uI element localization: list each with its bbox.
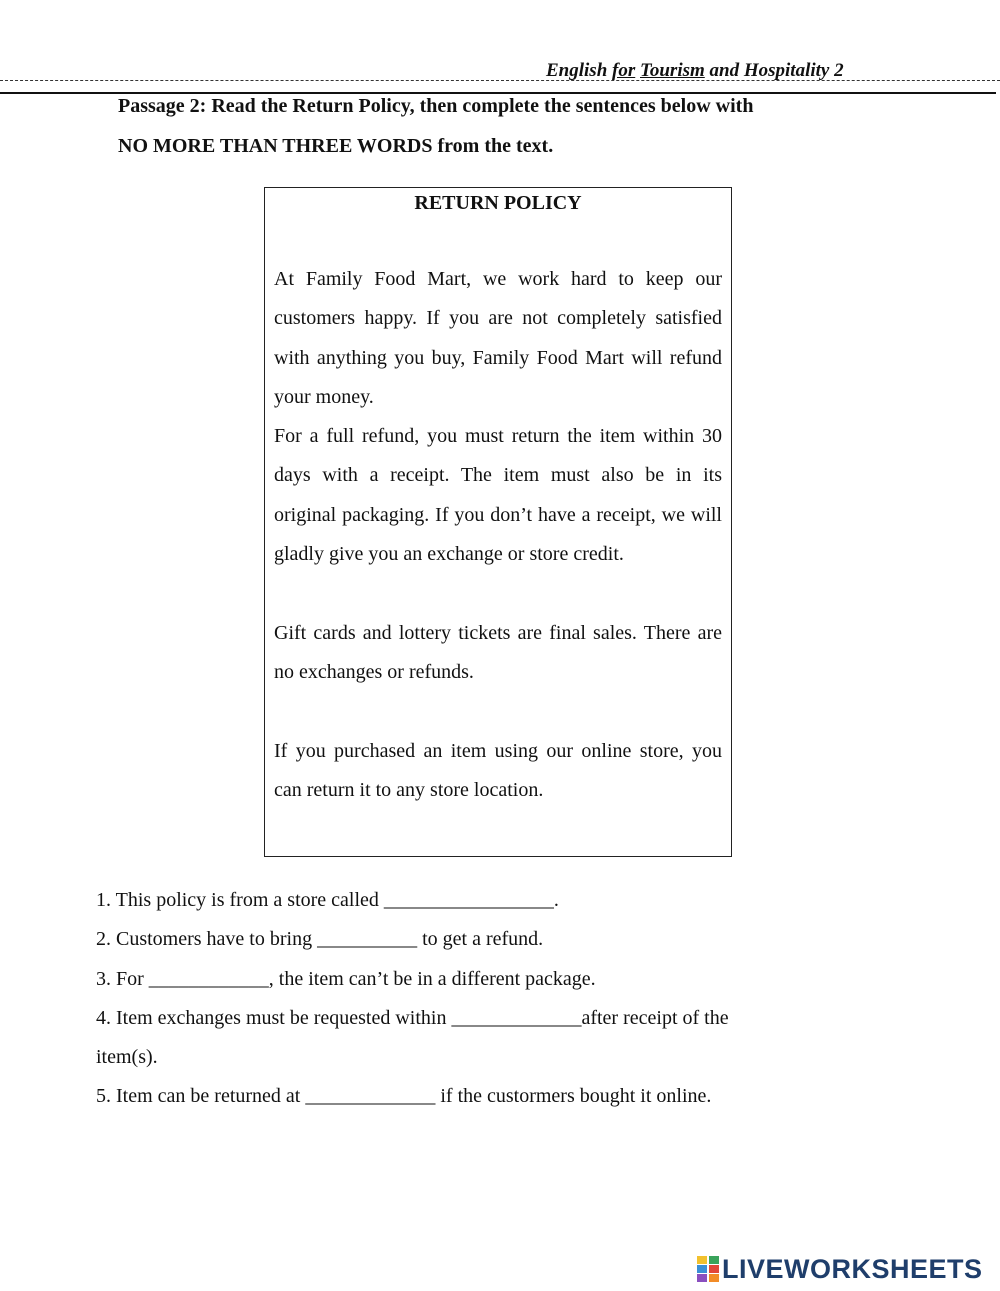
instructions-line-1: Passage 2: Read the Return Policy, then complete the sentences below with — [118, 95, 754, 117]
policy-paragraph: At Family Food Mart, we work hard to keep our customers happy. If you are not completely satisfied with anything you buy, Family Food Mart will refund your money. — [274, 268, 722, 408]
question-4-continued: item(s). — [96, 1046, 158, 1069]
liveworksheets-logo-icon — [697, 1256, 719, 1282]
instructions — [118, 86, 918, 166]
liveworksheets-brand — [697, 1254, 983, 1284]
instructions-line-2: NO MORE THAN THREE WORDS from the text. — [118, 135, 554, 157]
course-title: English for Tourism and Hospitality 2 — [546, 60, 844, 81]
question-list — [96, 881, 856, 1117]
policy-paragraph: Gift cards and lottery tickets are final sales. There are no exchanges or refunds. — [274, 621, 722, 683]
policy-body — [274, 260, 722, 810]
question-4: 4. Item exchanges must be requested within _____________after receipt of the — [96, 1006, 729, 1029]
return-policy-box — [264, 187, 732, 857]
header-dashed-rule — [0, 80, 1000, 81]
brand-name: LIVEWORKSHEETS — [722, 1253, 983, 1284]
question-1: 1. This policy is from a store called _________________. — [96, 889, 559, 911]
question-3: 3. For ____________, the item can’t be in a different package. — [96, 967, 596, 990]
policy-paragraph: If you purchased an item using our online store, you can return it to any store location. — [274, 739, 722, 801]
policy-paragraph: For a full refund, you must return the item within 30 days with a receipt. The item must also be in its original packaging. If you don’t have a receipt, we will gladly give you an exchange or store credit. — [274, 425, 722, 566]
policy-title: RETURN POLICY — [414, 192, 582, 214]
question-5: 5. Item can be returned at _____________ if the custormers bought it online. — [96, 1085, 712, 1108]
question-2: 2. Customers have to bring __________ to get a refund. — [96, 928, 544, 951]
